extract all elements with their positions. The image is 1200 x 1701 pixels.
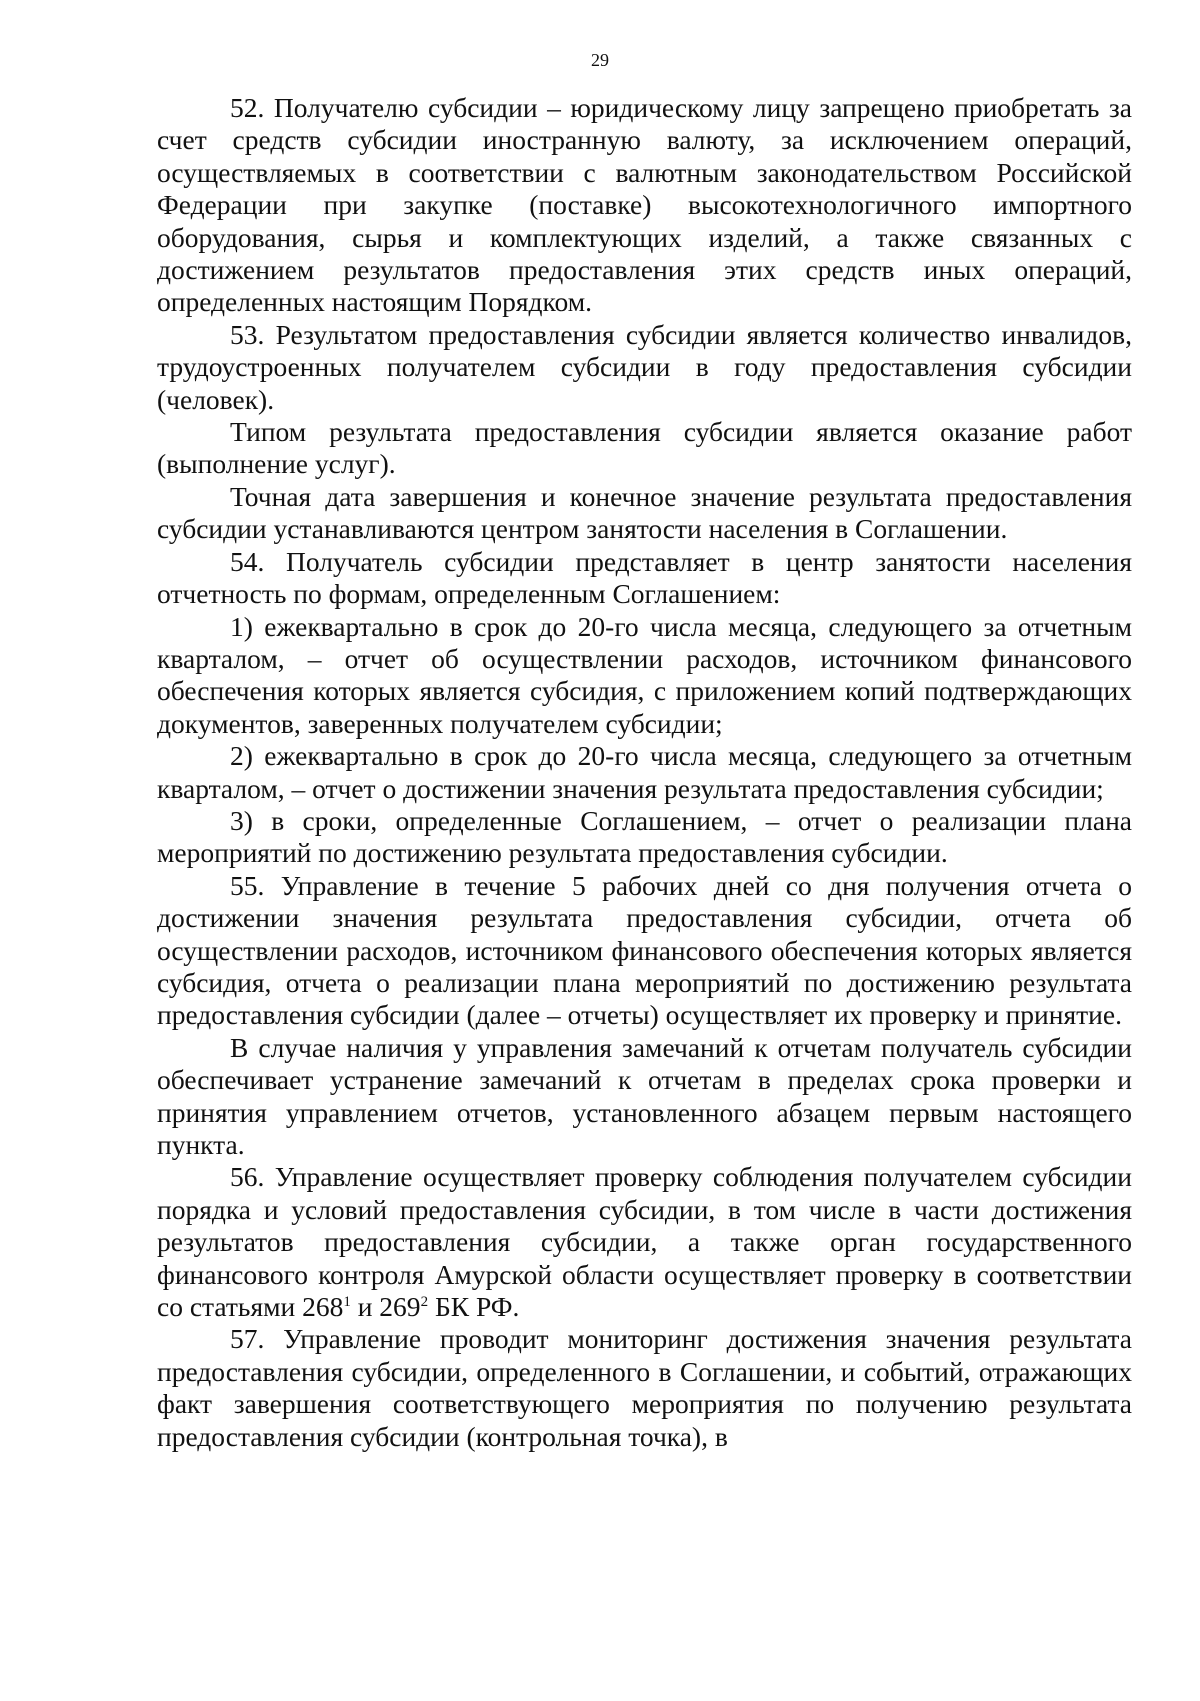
paragraph-54-item-2: 2) ежеквартально в срок до 20-го числа месяца, следующего за отчетным кварталом, – отчет о достижении значения результата предоставления субсидии; xyxy=(157,740,1132,804)
paragraph-55: 55. Управление в течение 5 рабочих дней со дня получения отчета о достижении значения результата предоставления субсидии, отчета об осуществлении расходов, источником финансового обеспечения которых является субсидия, отчета о реализации плана мероприятий по достижению результата предоставления субсидии (далее – отчеты) осуществляет их проверку и принятие. xyxy=(157,869,1132,1031)
paragraph-56-text-middle: и 269 xyxy=(350,1291,421,1323)
paragraph-54-item-3: 3) в сроки, определенные Соглашением, – отчет о реализации плана мероприятий по достижению результата предоставления субсидии. xyxy=(157,804,1132,869)
paragraph-52: 52. Получателю субсидии – юридическому лицу запрещено приобретать за счет средств субсидии иностранную валюту, за исключением операций, осуществляемых в соответствии с валютным законодательством Российской Федерации при закупке (поставке) высокотехнологичного импортного оборудования, сырья и комплектующих изделий, а также связанных с достижением результатов предоставления этих средств иных операций, определенных настоящим Порядком. xyxy=(157,92,1132,318)
paragraph-56-text-after: БК РФ. xyxy=(428,1291,520,1323)
paragraph-57: 57. Управление проводит мониторинг достижения значения результата предоставления субсидии, определенного в Соглашении, и событий, отражающих факт завершения соответствующего мероприятия по получению результата предоставления субсидии (контрольная точка), в xyxy=(157,1323,1132,1452)
paragraph-54-item-1: 1) ежеквартально в срок до 20-го числа месяца, следующего за отчетным кварталом, – отчет об осуществлении расходов, источником финансового обеспечения которых является субсидия, с приложением копий подтверждающих документов, заверенных получателем субсидии; xyxy=(157,610,1132,739)
paragraph-56-text-before: 56. Управление осуществляет проверку соблюдения получателем субсидии порядка и условий предоставления субсидии, в том числе в части достижения результатов предоставления субсидии, а также орган государственного финансового контроля Амурской области осуществляет проверку в соответствии со статьями 268 xyxy=(157,1161,1132,1323)
superscript-2: 2 xyxy=(420,1293,429,1310)
paragraph-54: 54. Получатель субсидии представляет в центр занятости населения отчетность по формам, определенным Соглашением: xyxy=(157,545,1132,610)
superscript-1: 1 xyxy=(343,1293,351,1310)
document-body xyxy=(157,92,1132,1453)
page-number: 29 xyxy=(591,50,609,70)
paragraph-53-result-type: Типом результата предоставления субсидии является оказание работ (выполнение услуг). xyxy=(157,416,1132,480)
paragraph-56 xyxy=(157,1161,1132,1323)
paragraph-53: 53. Результатом предоставления субсидии является количество инвалидов, трудоустроенных получателем субсидии в году предоставления субсидии (человек). xyxy=(157,318,1132,415)
paragraph-53-completion-date: Точная дата завершения и конечное значение результата предоставления субсидии устанавливаются центром занятости населения в Соглашении. xyxy=(157,480,1132,545)
paragraph-55-remarks: В случае наличия у управления замечаний к отчетам получатель субсидии обеспечивает устранение замечаний к отчетам в пределах срока проверки и принятия управлением отчетов, установленного абзацем первым настоящего пункта. xyxy=(157,1031,1132,1160)
